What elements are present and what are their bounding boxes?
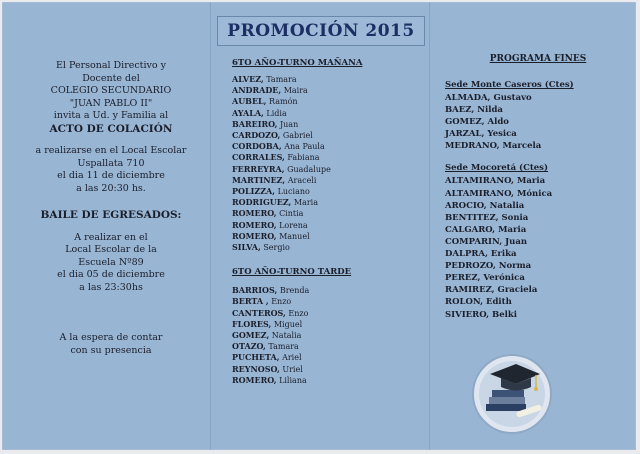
graduate-surname: CARDOZO, [232,130,281,141]
title-box [217,16,425,46]
graduate-given-name: Enzo [288,308,309,318]
fines-graduate-name: MEDRANO, Marcela [445,141,542,152]
fines-graduate-name: DALPRA, Erika [445,249,517,260]
graduate-given-name: Cintia [279,209,304,219]
graduate-name [232,352,422,363]
invite-line: COLEGIO SECUNDARIO [50,85,172,96]
fines-graduate-name: CALGARO, Maria [445,224,527,235]
fold-line-left [210,2,211,450]
event-title-acto: ACTO DE COLACIÓN [49,122,173,135]
graduate-name [232,164,422,175]
fines-graduate-name: PEDROZO, Norma [445,261,532,272]
acto-line: a realizarse en el Local Escolar [35,145,187,156]
graduate-name [232,308,422,319]
graduate-given-name: Manuel [279,231,310,241]
graduate-surname: BARRIOS, [232,285,278,296]
invitation-card [2,2,636,450]
invitation-panel [16,60,206,357]
afternoon-list [232,285,422,386]
graduate-surname: AYALA, [232,107,264,118]
page-title: PROMOCIÓN 2015 [227,21,415,41]
morning-heading: 6TO AÑO-TURNO MAÑANA [232,58,363,68]
morning-list [232,74,422,253]
graduate-surname: REYNOSO, [232,363,280,374]
invite-line: Docente del [82,72,140,84]
graduate-surname: FLORES, [232,318,272,329]
graduate-surname: ROMERO, [232,208,277,219]
graduate-name [232,220,422,231]
graduate-name [232,341,422,352]
fines-heading: PROGRAMA FINES [489,54,587,64]
fines-panel [445,54,631,321]
graduate-surname: ROMERO, [232,219,277,230]
acto-line: a las 20:30 hs. [76,182,146,194]
fines-graduate-name: ALMADA, Gustavo [445,93,532,103]
fines-graduate-name: GOMEZ, Aldo [445,117,509,128]
acto-line: Uspallata 710 [77,157,145,169]
graduate-given-name: Sergio [263,243,290,253]
graduate-given-name: Maria [293,198,319,208]
graduate-name [232,152,422,163]
fines-graduate-name: ALTAMIRANO, Mónica [445,188,553,199]
graduate-name [232,108,422,119]
graduate-surname: CANTEROS, [232,307,286,318]
graduate-surname: POLIZZA, [232,186,276,197]
fold-line-right [429,2,430,450]
baile-line: A realizar en el [74,231,148,243]
graduate-given-name: Ramón [269,97,298,107]
invite-line: El Personal Directivo y [55,60,167,71]
fines-graduate-name: BENTITEZ, Sonia [445,212,529,223]
graduate-name [232,319,422,330]
invite-line: invita a Ud. y Familia al [53,110,169,121]
event-title-baile: BAILE DE EGRESADOS: [40,209,182,221]
graduate-name [232,141,422,152]
baile-line: Local Escolar de la [65,244,157,255]
graduate-surname: GOMEZ, [232,330,270,341]
fines-graduate-name: PEREZ, Verónica [445,273,525,284]
closing-line: A la espera de contar [59,332,163,343]
fines-graduate-name: JARZAL, Yesica [445,129,517,140]
graduate-given-name: Guadalupe [287,164,331,174]
graduate-given-name: Lorena [279,220,308,230]
graduate-surname: ANDRADE, [232,85,282,96]
graduate-surname: BERTA , [232,296,269,307]
graduate-name [232,85,422,96]
graduate-name [232,375,422,386]
graduate-surname: FERREYRA, [232,163,285,174]
sede-monte-caseros-list [445,92,631,152]
graduate-given-name: Lidia [266,108,287,118]
graduate-given-name: Araceli [287,175,317,185]
graduate-name [232,119,422,130]
graduate-name [232,285,422,296]
fines-graduate-name: ALTAMIRANO, Maria [445,176,546,187]
fines-graduate-name: SIVIERO, Belki [445,309,517,320]
graduate-name [232,96,422,107]
fines-graduate-name: ROLON, Edith [445,297,512,308]
graduate-given-name: Enzo [271,297,292,307]
graduate-name [232,242,422,253]
graduate-given-name: Luciano [277,187,310,197]
graduate-given-name: Brenda [279,286,310,296]
graduate-surname: BAREIRO, [232,118,278,129]
graduate-given-name: Fabiana [287,153,320,163]
graduate-surname: AUBEL, [232,96,267,107]
graduate-surname: ROMERO, [232,230,277,241]
graduate-surname: RODRIGUEZ, [232,197,292,208]
graduate-name [232,231,422,242]
graduate-surname: SILVA, [232,242,261,253]
sede-monte-caseros-heading: Sede Monte Caseros (Ctes) [445,80,574,90]
graduate-given-name: Ana Paula [284,142,325,152]
graduate-given-name: Miguel [273,319,303,329]
graduate-name [232,130,422,141]
graduate-name [232,364,422,375]
graduate-given-name: Uriel [282,364,303,374]
baile-line: a las 23:30hs [79,281,143,293]
graduate-given-name: Juan [279,119,299,129]
graduate-surname: CORRALES, [232,152,285,163]
graduate-surname: ALVEZ, [232,74,264,84]
graduates-panel [232,58,422,386]
graduate-surname: PUCHETA, [232,352,280,363]
baile-line: el dia 05 de diciembre [57,269,165,280]
graduate-surname: ROMERO, [232,374,277,385]
graduate-given-name: Liliana [279,375,307,385]
graduate-name [232,175,422,186]
graduate-given-name: Gabriel [282,131,313,141]
closing-line: con su presencia [70,344,152,356]
graduate-surname: OTAZO, [232,341,266,352]
graduate-name [232,197,422,208]
graduate-surname: MARTINEZ, [232,174,286,185]
sede-mocoreta-list [445,175,631,320]
graduate-given-name: Maira [283,86,308,96]
acto-line: el dia 11 de diciembre [57,170,165,181]
sede-mocoreta-heading: Sede Mocoretá (Ctes) [445,163,548,174]
graduate-given-name: Tamara [268,342,299,352]
graduate-name [232,74,422,85]
afternoon-heading: 6TO AÑO-TURNO TARDE [232,267,352,278]
fines-graduate-name: AROCIO, Natalia [445,200,525,211]
fines-graduate-name: COMPARIN, Juan [445,236,528,247]
graduation-emblem-icon [470,352,554,436]
graduate-name [232,330,422,341]
graduate-name [232,208,422,219]
fines-graduate-name: RAMIREZ, Graciela [445,285,538,296]
invite-line: "JUAN PABLO II" [69,97,153,109]
graduate-given-name: Ariel [282,353,302,363]
fines-graduate-name: BAEZ, Nilda [445,105,503,116]
graduate-given-name: Tamara [266,75,297,84]
baile-line: Escuela Nº89 [78,256,144,268]
graduate-surname: CORDOBA, [232,141,282,152]
graduate-given-name: Natalia [271,331,302,341]
graduate-name [232,186,422,197]
graduate-name [232,296,422,307]
